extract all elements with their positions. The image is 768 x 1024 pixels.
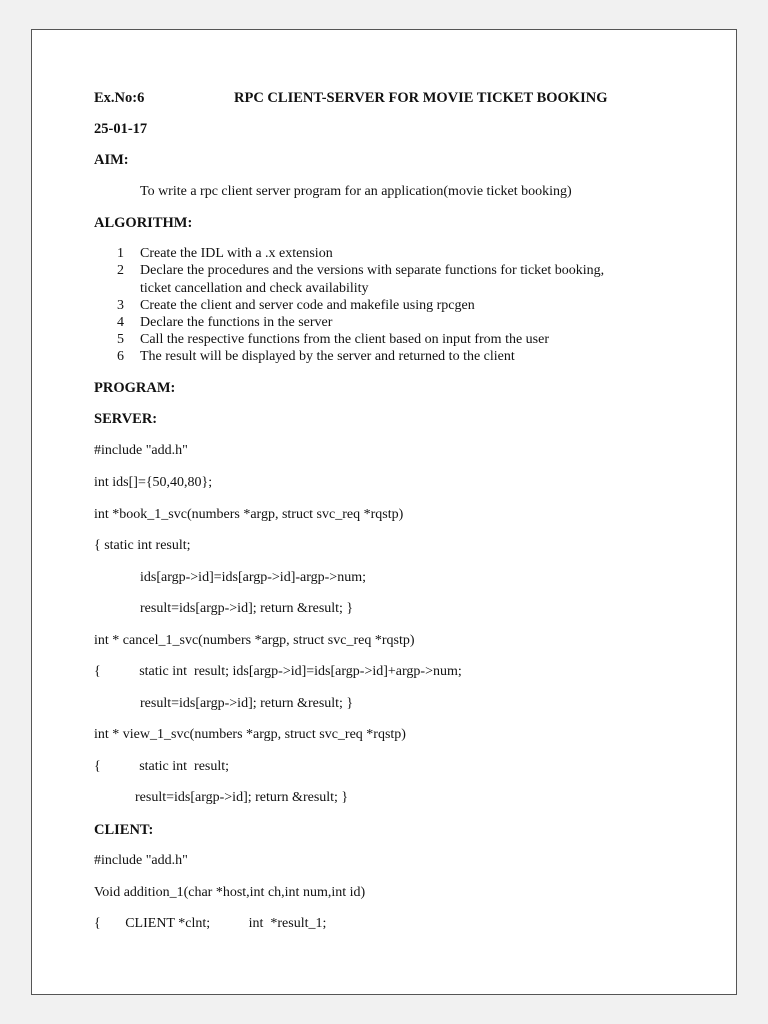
document-date: 25-01-17 [94,121,148,137]
document-title: RPC CLIENT-SERVER FOR MOVIE TICKET BOOKING [234,90,608,106]
code-line: int ids[]={50,40,80}; [94,475,213,490]
algorithm-step-number: 2 [117,263,124,278]
code-line: { static int result; [94,538,191,553]
aim-heading: AIM: [94,152,129,168]
aim-text: To write a rpc client server program for an application(movie ticket booking) [140,184,572,199]
code-line: result=ids[argp->id]; return &result; } [135,790,349,805]
algorithm-heading: ALGORITHM: [94,215,193,231]
code-line: result=ids[argp->id]; return &result; } [140,696,354,711]
code-line: ids[argp->id]=ids[argp->id]-argp->num; [140,570,366,585]
algorithm-step-number: 3 [117,298,124,313]
code-line: { static int result; ids[argp->id]=ids[argp->id]+argp->num; [94,664,462,679]
algorithm-step-number: 5 [117,332,124,347]
algorithm-step-text: Declare the functions in the server [140,315,333,330]
algorithm-step-text: The result will be displayed by the server and returned to the client [140,349,515,364]
code-line: int * cancel_1_svc(numbers *argp, struct svc_req *rqstp) [94,633,415,648]
code-line: Void addition_1(char *host,int ch,int num,int id) [94,885,366,900]
server-heading: SERVER: [94,411,158,427]
exercise-number: Ex.No:6 [94,90,145,106]
algorithm-step-number: 4 [117,315,124,330]
algorithm-step-text: Declare the procedures and the versions with separate functions for ticket booking, [140,263,605,278]
algorithm-step-text: Create the IDL with a .x extension [140,246,333,261]
code-line: { CLIENT *clnt; int *result_1; [94,916,327,931]
algorithm-step-text: Call the respective functions from the client based on input from the user [140,332,549,347]
code-line: int * view_1_svc(numbers *argp, struct svc_req *rqstp) [94,727,406,742]
code-line: { static int result; [94,759,230,774]
algorithm-step-number: 1 [117,246,124,261]
algorithm-step-continuation: ticket cancellation and check availability [140,281,369,296]
code-line: int *book_1_svc(numbers *argp, struct svc_req *rqstp) [94,507,404,522]
client-heading: CLIENT: [94,822,154,838]
code-line: #include "add.h" [94,853,188,868]
program-heading: PROGRAM: [94,380,176,396]
algorithm-step-number: 6 [117,349,124,364]
algorithm-step-text: Create the client and server code and makefile using rpcgen [140,298,475,313]
code-line: #include "add.h" [94,443,188,458]
code-line: result=ids[argp->id]; return &result; } [140,601,354,616]
document-page [31,29,737,995]
